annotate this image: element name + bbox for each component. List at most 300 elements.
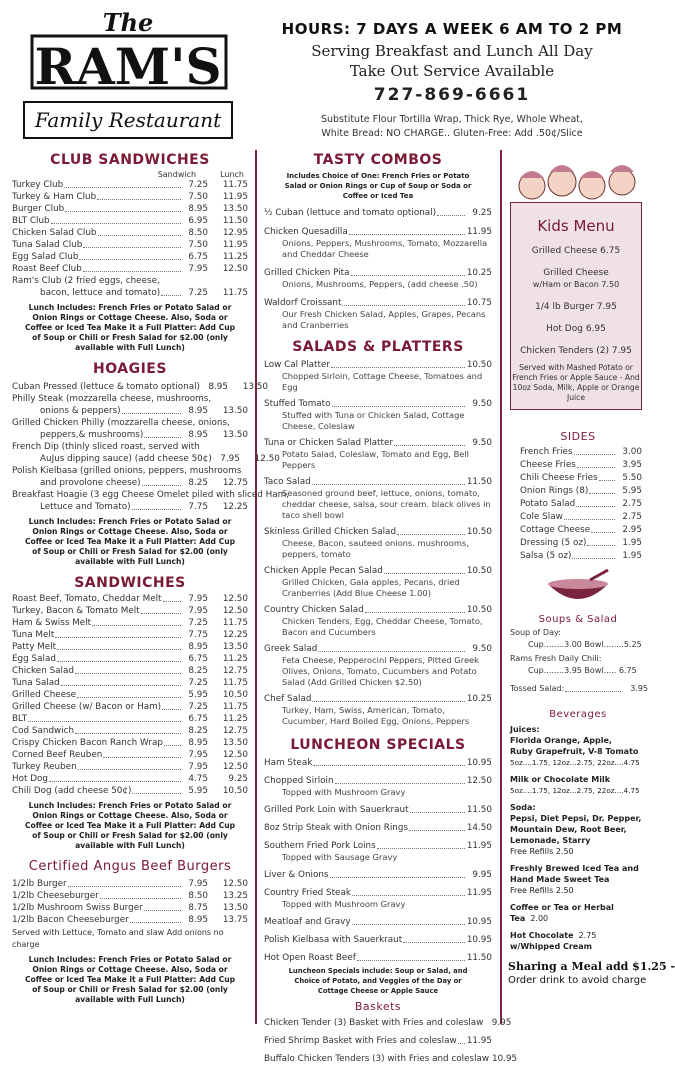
soda-label: Soda: [510, 803, 536, 812]
dot-leader [98, 227, 182, 236]
item-name: Chicken Apple Pecan Salad [264, 566, 383, 576]
item-name: BLT Club [12, 216, 50, 226]
dot-leader [458, 1035, 465, 1044]
combos-title: TASTY COMBOS [313, 152, 443, 168]
item-description: Seasoned ground beef, lettuce, onions, tomato, cheddar cheese, salsa, sour cream. black olives in taco shell bowl [282, 488, 491, 520]
club-note: Lunch Includes: French Fries or Potato Salad or Onion Rings or Cottage Cheese. Also, Soda or Coffee or Iced Tea Make it a Full Platter: Add Cup of Soup or Chili or Fresh Salad for $2.00 (only available with Full Lunch) [24, 303, 236, 352]
item-lunch-price: 12.75 [222, 666, 248, 676]
item-name: Cuban Pressed (lettuce & tomato optional) [12, 382, 200, 392]
list-item [264, 804, 492, 816]
item-lunch-price: 13.50 [222, 430, 248, 440]
list-item [520, 550, 642, 562]
item-lunch-price: 12.50 [222, 606, 248, 616]
divider-left [255, 150, 257, 1024]
item-lunch-price: 12.75 [222, 478, 248, 488]
logo-rams: RAM'S [34, 37, 222, 96]
item-lunch-price: 12.75 [222, 726, 248, 736]
dot-leader [403, 934, 465, 943]
dot-leader [164, 737, 181, 746]
soups-title: Soups & Salad [538, 614, 618, 625]
dot-leader [587, 537, 615, 546]
dot-leader [352, 916, 465, 925]
item-name: French Dip (thinly sliced roast, served with [12, 442, 200, 452]
list-item [12, 239, 248, 251]
item-description: Onions, Peppers, Mushrooms, Tomato, Mozzarella and Cheddar Cheese [282, 238, 488, 259]
sharing-note: Sharing a Meal add $1.25 - [508, 960, 675, 973]
item-lunch-price: 13.50 [222, 738, 248, 748]
dot-leader [576, 498, 615, 507]
item-name: Chicken Salad Club [12, 228, 97, 238]
item-name: French Fries [520, 447, 573, 457]
item-price: 7.75 [188, 630, 208, 640]
dot-leader [103, 749, 181, 758]
dot-leader [437, 207, 465, 216]
list-item [264, 887, 492, 899]
list-item [520, 485, 642, 497]
item-name: Chef Salad [264, 694, 312, 704]
phone-number: 727-869-6661 [373, 85, 531, 105]
burgers-note: Lunch Includes: French Fries or Potato Salad or Onion Rings or Cottage Cheese. Also, Soda or Coffee or Iced Tea Make it a Full Platter: Add Cup of Soup or Chili or Fresh Salad for $2.00 (only available with Full Lunch) [24, 955, 236, 1004]
dot-leader [312, 693, 465, 702]
list-item [520, 511, 642, 523]
soda-list-3: Lemonade, Starry [510, 836, 591, 845]
soup-of-day-prices: Cup........3.00 Bowl........5.25 [528, 640, 642, 649]
luncheon-note: Luncheon Specials include: Soup or Salad, and Choice of Potato, and Veggies of the Day or Cottage Cheese or Apple Sauce [288, 967, 468, 995]
item-price: 3.95 [622, 460, 642, 470]
item-name: Skinless Grilled Chicken Salad [264, 527, 397, 537]
dot-leader [132, 785, 181, 794]
list-item [520, 524, 642, 536]
list-item [12, 605, 248, 617]
divider-right [500, 150, 502, 1024]
dot-leader [577, 459, 615, 468]
list-item [264, 643, 492, 655]
item-price: 9.95 [491, 1018, 512, 1028]
item-name: Egg Salad Club [12, 252, 79, 262]
list-item [264, 1053, 518, 1065]
item-description: Turkey, Ham, Swiss, American, Tomato, Cucumber, Hard Boiled Egg, Onions, Peppers [282, 705, 470, 726]
item-name: Cod Sandwich [12, 726, 75, 736]
item-description: Onions, Mushrooms, Peppers, (add cheese .50) [282, 279, 478, 289]
item-price: 8.95 [188, 915, 208, 925]
dot-leader [28, 713, 181, 722]
item-price: 9.50 [472, 399, 492, 409]
item-name: Grilled Pork Loin with Sauerkraut [264, 805, 409, 815]
item-name: Polish Kielbasa (grilled onions, peppers, mushrooms [12, 466, 242, 476]
dot-leader [342, 297, 465, 306]
dot-leader [122, 405, 181, 414]
item-detail: and provolone cheese) [40, 478, 141, 488]
list-item [264, 916, 492, 928]
dot-leader [365, 604, 465, 613]
item-lunch-price: 13.50 [222, 406, 248, 416]
item-price: 6.95 [188, 216, 208, 226]
item-price: 11.95 [466, 841, 492, 851]
list-item [264, 869, 492, 881]
list-item [264, 476, 492, 488]
club-list [12, 179, 248, 275]
list-item [12, 381, 268, 393]
hours-text: HOURS: 7 DAYS A WEEK 6 AM TO 2 PM [281, 20, 623, 38]
item-name: Chicken Tender (3) Basket with Fries and coleslaw [264, 1018, 484, 1028]
item-price: 10.75 [466, 298, 492, 308]
item-price: 8.95 [188, 406, 208, 416]
item-price: 11.50 [466, 953, 492, 963]
combos-note: Includes Choice of One: French Fries or Potato Salad or Onion Rings or Cup of Soup or Soda or Coffee or Iced Tea [284, 172, 472, 200]
coffee-price: 2.00 [530, 914, 549, 923]
item-description: Grilled Chicken, Gala apples, Pecans, dried Cranberries (Add Blue Cheese 1.00) [282, 577, 460, 598]
dot-leader [574, 446, 615, 455]
list-item [12, 629, 248, 641]
item-name: Cheese Fries [520, 460, 576, 470]
luncheon-list [264, 757, 492, 964]
item-lunch-price: 11.25 [222, 654, 248, 664]
item-name: Burger Club [12, 204, 65, 214]
item-name: Tuna Melt [12, 630, 55, 640]
item-name: Corned Beef Reuben [12, 750, 103, 760]
soup-of-day-label: Soup of Day: [510, 628, 561, 637]
list-item [12, 617, 248, 629]
juices-label: Juices: [510, 725, 540, 734]
item-lunch-price: 12.50 [222, 750, 248, 760]
dot-leader [330, 869, 465, 878]
list-item [264, 207, 492, 219]
item-lunch-price: 13.50 [222, 903, 248, 913]
item-lunch-price: 11.75 [222, 618, 248, 628]
kids-note: Served with Mashed Potato or French Fries or Apple Sauce - And 10oz Soda, Milk, Apple or Orange Juice [512, 363, 640, 402]
item-name: Greek Salad [264, 644, 318, 654]
item-name: Grilled Chicken Pita [264, 268, 350, 278]
item-name: 1/2lb Burger [12, 879, 67, 889]
list-item [12, 914, 248, 926]
item-price: 7.95 [188, 606, 208, 616]
dot-leader [332, 398, 465, 407]
item-price: 11.95 [466, 1036, 492, 1046]
item-name: Country Fried Steak [264, 888, 351, 898]
item-price: 8.25 [188, 666, 208, 676]
dot-leader [589, 485, 615, 494]
item-name: Chicken Salad [12, 666, 74, 676]
item-lunch-price: 9.25 [228, 774, 248, 784]
item-name: Grilled Cheese (w/ Bacon or Ham) [12, 702, 162, 712]
dot-leader [409, 822, 465, 831]
dot-leader [397, 526, 465, 535]
item-lunch-price: 12.50 [254, 454, 280, 464]
substitute-line-2: White Bread: NO CHARGE.. Gluten-Free: Add .50¢/Slice [321, 128, 583, 139]
list-item [12, 489, 290, 501]
item-price: 7.25 [188, 702, 208, 712]
salads-title: SALADS & PLATTERS [292, 339, 464, 355]
item-name: 1/2lb Mushroom Swiss Burger [12, 903, 143, 913]
item-price: 7.95 [188, 264, 208, 274]
item-price: 10.95 [466, 935, 492, 945]
item-lunch-price: 11.75 [222, 180, 248, 190]
dot-leader [144, 429, 181, 438]
item-price: 1.95 [622, 551, 642, 561]
list-item [12, 773, 248, 785]
list-item-continued [12, 429, 248, 441]
item-price: 9.95 [472, 870, 492, 880]
item-name: Tuna Salad Club [12, 240, 83, 250]
list-item [12, 677, 248, 689]
dot-leader [162, 701, 181, 710]
substitute-line-1: Substitute Flour Tortilla Wrap, Thick Rye, Whole Wheat, [320, 114, 584, 125]
rams-logo-graphic [12, 6, 244, 146]
dot-leader [79, 251, 181, 260]
item-price: 9.25 [472, 208, 492, 218]
item-price: 6.75 [188, 252, 208, 262]
item-price: 7.95 [220, 454, 240, 464]
kids-menu-box [510, 202, 642, 410]
chili-label: Rams Fresh Daily Chili: [510, 654, 602, 663]
item-lunch-price: 11.95 [222, 192, 248, 202]
dot-leader [77, 689, 181, 698]
kids-item: 1/4 lb Burger 7.95 [535, 302, 617, 312]
item-name: Meatloaf and Gravy [264, 917, 351, 927]
list-item [12, 251, 248, 263]
club-col-lunch: Lunch [220, 170, 244, 179]
item-price: 5.50 [622, 473, 642, 483]
item-price: 4.75 [188, 774, 208, 784]
item-price: 3.00 [622, 447, 642, 457]
item-price: 11.95 [466, 888, 492, 898]
item-lunch-price: 12.50 [222, 264, 248, 274]
item-lunch-price: 12.50 [222, 594, 248, 604]
item-name: Turkey Club [12, 180, 64, 190]
item-lunch-price: 13.50 [222, 642, 248, 652]
item-name: Buffalo Chicken Tenders (3) with Fries and coleslaw [264, 1054, 490, 1064]
dot-leader [312, 476, 465, 485]
item-price: 7.75 [188, 502, 208, 512]
list-item [520, 446, 642, 458]
item-price: 1.95 [622, 538, 642, 548]
item-price: 10.25 [466, 268, 492, 278]
item-lunch-price: 10.50 [222, 786, 248, 796]
takeout-text: Take Out Service Available [349, 62, 555, 80]
item-price: 9.50 [472, 438, 492, 448]
list-item [12, 689, 248, 701]
list-item [264, 226, 492, 238]
item-name: Chili Cheese Fries [520, 473, 598, 483]
list-item [12, 761, 248, 773]
item-lunch-price: 13.75 [222, 915, 248, 925]
item-detail: AuJus dipping sauce) (add cheese 50¢) [40, 454, 212, 464]
item-name: Polish Kielbasa with Sauerkraut [264, 935, 403, 945]
item-price: 10.50 [466, 566, 492, 576]
item-price: 10.95 [466, 758, 492, 768]
list-item [264, 934, 492, 946]
dot-leader [599, 472, 615, 481]
hot-chocolate-whip: w/Whipped Cream [510, 942, 592, 951]
dot-leader [97, 191, 181, 200]
list-item [264, 604, 492, 616]
logo-the: The [102, 8, 154, 37]
item-name: Ham Steak [264, 758, 313, 768]
list-item [12, 227, 248, 239]
baskets-title: Baskets [354, 1000, 402, 1013]
item-lunch-price: 11.25 [222, 714, 248, 724]
luncheon-title: LUNCHEON SPECIALS [290, 737, 466, 753]
item-detail: onions & peppers) [40, 406, 121, 416]
list-item [520, 472, 642, 484]
item-name: Breakfast Hoagie (3 egg Cheese Omelet piled with sliced Ham, [12, 490, 290, 500]
list-item-continued [12, 477, 248, 489]
dot-leader [83, 263, 181, 272]
dot-leader [318, 643, 465, 652]
dot-leader [65, 203, 181, 212]
order-drink-note: Order drink to avoid charge [508, 975, 647, 986]
item-lunch-price: 13.25 [222, 891, 248, 901]
item-name: Turkey & Ham Club [12, 192, 97, 202]
burgers-served: Served with Lettuce, Tomato and slaw Add onions no charge [12, 928, 224, 949]
item-lunch-price: 13.50 [222, 204, 248, 214]
item-price: 7.95 [188, 879, 208, 889]
dot-leader [49, 773, 181, 782]
club-title: CLUB SANDWICHES [50, 152, 210, 168]
item-name: Country Chicken Salad [264, 605, 364, 615]
dot-leader [377, 840, 465, 849]
list-item [264, 526, 492, 538]
list-item [520, 459, 642, 471]
kids-cartoon-illustration [510, 156, 642, 202]
hoagies-note: Lunch Includes: French Fries or Potato Salad or Onion Rings or Cottage Cheese. Also, Soda or Coffee or Iced Tea Make it a Full Platter: Add Cup of Soup or Chili or Fresh Salad for $2.00 (only available with Full Lunch) [24, 517, 236, 566]
dot-leader [64, 179, 181, 188]
item-name: Hot Open Roast Beef [264, 953, 356, 963]
list-item [264, 822, 492, 834]
list-item [12, 393, 248, 405]
dot-leader [61, 677, 181, 686]
item-price: 8.25 [188, 726, 208, 736]
dot-leader [349, 226, 465, 235]
item-name: Waldorf Croissant [264, 298, 342, 308]
item-price: 7.50 [188, 240, 208, 250]
item-price: 2.95 [622, 525, 642, 535]
item-description: Stuffed with Tuna or Chicken Salad, Cottage Cheese, Coleslaw [282, 410, 465, 431]
item-description: Feta Cheese, Pepperocini Peppers, Pitted Greek Olives, Onions, Tomato, Cucumbers and Potato Salad (Add Grilled Chicken $2.50) [282, 655, 479, 687]
item-price: 6.75 [188, 654, 208, 664]
tea-label-1: Freshly Brewed Iced Tea and [510, 864, 639, 873]
juices-list-2: Ruby Grapefruit, V-8 Tomato [510, 747, 639, 756]
column-right [508, 430, 675, 986]
list-item [12, 465, 248, 477]
list-item [264, 757, 492, 769]
tea-refills: Free Refills 2.50 [510, 886, 574, 895]
sandwiches-title: SANDWICHES [74, 575, 186, 591]
item-name: Egg Salad [12, 654, 56, 664]
item-description: Topped with Mushroom Gravy [282, 899, 406, 909]
rams-logo [12, 6, 244, 146]
hoagies-title: HOAGIES [93, 361, 167, 377]
list-item: Tossed Salad: 3.95 [510, 684, 648, 693]
item-detail: Lettuce and Tomato) [40, 502, 131, 512]
item-name: 1/2lb Cheeseburger [12, 891, 99, 901]
item-price: 8.25 [188, 478, 208, 488]
list-item [264, 952, 492, 964]
hot-chocolate-label: Hot Chocolate [510, 931, 574, 940]
item-name: 1/2lb Bacon Cheeseburger [12, 915, 129, 925]
item-price: 8.95 [188, 738, 208, 748]
item-description: Chicken Tenders, Egg, Cheddar Cheese, Tomato, Bacon and Cucumbers [282, 616, 483, 637]
list-item [12, 701, 248, 713]
list-item: bacon, lettuce and tomato) 7.25 11.75 [40, 288, 248, 298]
juices-list-1: Florida Orange, Apple, [510, 736, 612, 745]
item-price: 8.50 [188, 891, 208, 901]
item-name: Crispy Chicken Bacon Ranch Wrap [12, 738, 163, 748]
kids-item: w/Ham or Bacon 7.50 [532, 280, 620, 289]
list-item [520, 498, 642, 510]
item-name: Onion Rings (8) [520, 486, 589, 496]
list-item [520, 537, 642, 549]
dot-leader [100, 890, 181, 899]
list-item [12, 441, 248, 453]
item-price: 2.75 [622, 499, 642, 509]
list-item [12, 725, 248, 737]
item-name: ½ Cuban (lettuce and tomato optional) [264, 208, 437, 218]
item-lunch-price: 12.50 [222, 762, 248, 772]
dot-leader [142, 477, 181, 486]
menu-header [0, 0, 658, 150]
item-price: 10.95 [491, 1054, 518, 1064]
item-lunch-price: 11.50 [222, 216, 248, 226]
item-name: Roast Beef Club [12, 264, 82, 274]
soup-bowl-icon [508, 568, 648, 610]
item-price: 10.95 [466, 917, 492, 927]
item-description: Topped with Sausage Gravy [282, 852, 398, 862]
item-description: Chopped Sirloin, Cottage Cheese, Tomatoes and Egg [282, 371, 483, 392]
item-name: Salsa (5 oz) [520, 551, 572, 561]
item-lunch-price: 10.50 [222, 690, 248, 700]
list-item [264, 297, 492, 309]
list-item: Ram's Club (2 fried eggs, cheese, [12, 276, 160, 286]
item-price: 11.50 [466, 477, 492, 487]
coffee-label: Coffee or Tea or Herbal Tea [510, 903, 614, 923]
item-lunch-price: 11.75 [222, 702, 248, 712]
juices-prices: 5oz....1.75, 12oz...2.75, 22oz....4.75 [510, 758, 640, 767]
dot-leader [313, 757, 465, 766]
item-price: 7.95 [188, 762, 208, 772]
list-item [264, 437, 492, 449]
item-price: 10.25 [466, 694, 492, 704]
item-price: 11.50 [466, 805, 492, 815]
list-item [12, 417, 248, 429]
item-name: Tuna Salad [12, 678, 60, 688]
tea-label-2: Hand Made Sweet Tea [510, 875, 610, 884]
kids-item: Chicken Tenders (2) 7.95 [520, 346, 632, 356]
item-name: Grilled Chicken Philly (mozzarella cheese, onions, [12, 418, 230, 428]
list-item [264, 267, 492, 279]
dot-leader [57, 641, 181, 650]
dot-leader [352, 887, 465, 896]
item-name: Fried Shrimp Basket with Fries and coleslaw [264, 1036, 457, 1046]
item-price: 8.95 [188, 204, 208, 214]
item-name: Turkey Reuben [12, 762, 77, 772]
item-price: 9.50 [472, 644, 492, 654]
dot-leader [394, 437, 465, 446]
list-item [12, 890, 248, 902]
item-name: Dressing (5 oz) [520, 538, 587, 548]
item-name: Stuffed Tomato [264, 399, 331, 409]
dot-leader [75, 725, 181, 734]
item-lunch-price: 12.95 [222, 228, 248, 238]
item-lunch-price: 11.95 [222, 240, 248, 250]
item-price: 8.95 [208, 382, 228, 392]
club-col-sandwich: Sandwich [157, 170, 197, 179]
item-price: 7.25 [188, 618, 208, 628]
hot-chocolate-price: 2.75 [578, 931, 597, 940]
list-item [264, 359, 492, 371]
dot-leader [572, 550, 615, 559]
sandwiches-list [12, 593, 248, 797]
